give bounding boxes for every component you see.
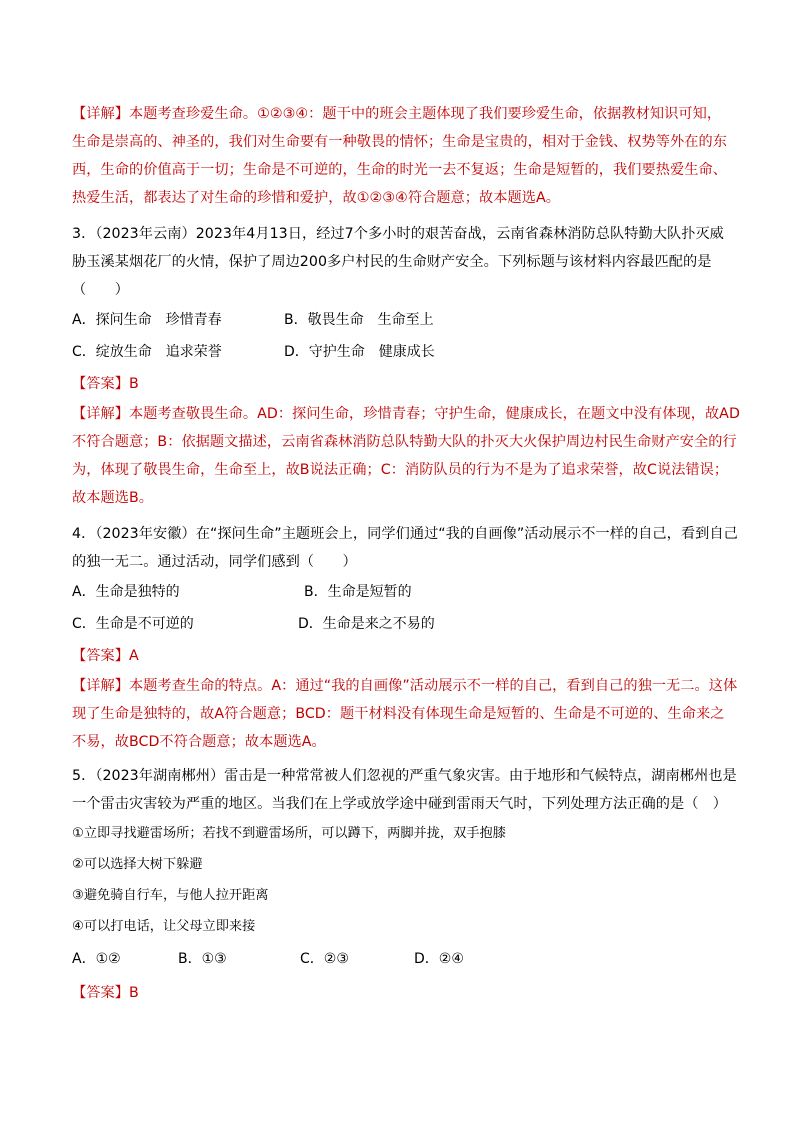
question-3 (72, 220, 740, 512)
q3-detail-line-3: 为，体现了敬畏生命，生命至上，故B说法正确；C：消防队员的行为不是为了追求荣誉，故C说法错误； (72, 462, 729, 478)
q5-option-b[interactable]: B．①③ (178, 951, 227, 967)
q5-item-2: ②可以选择大树下躲避 (72, 857, 203, 872)
q4-option-d[interactable]: D．生命是来之不易的 (298, 616, 435, 632)
q3-answer (72, 368, 724, 400)
q2-detail-line-1: 本题考查珍爱生命。①②③④：题干中的班会主题体现了我们要珍爱生命，依据教材知识可知， (128, 106, 722, 122)
q4-answer (72, 640, 724, 672)
q4-stem-line-2: 的独一无二。通过活动，同学们感到（ ） (72, 554, 357, 570)
q3-options-row-1 (72, 304, 724, 336)
q3-answer-label: 【答案】 (72, 376, 129, 392)
q3-stem-line-3: （ ） (72, 282, 129, 298)
q5-options-row (72, 942, 724, 976)
q3-detail-line-4: 故本题选B。 (72, 490, 153, 506)
q2-detail-line-4: 热爱生活，都表达了对生命的珍惜和爱护，故①②③④符合题意；故本题选A。 (72, 190, 560, 206)
q3-option-c[interactable]: C．绽放生命 追求荣誉 (72, 344, 222, 360)
q4-option-a[interactable]: A．生命是独特的 (72, 584, 180, 600)
q5-answer (72, 976, 724, 1010)
question-5 (72, 762, 737, 1010)
q3-options-row-2 (72, 336, 724, 368)
q4-option-c[interactable]: C．生命是不可逆的 (72, 616, 194, 632)
q3-answer-value: B (128, 376, 139, 392)
q4-options-row-1 (72, 576, 724, 608)
q4-detail-line-2: 现了生命是独特的，故A符合题意；BCD：题干材料没有体现生命是短暂的、生命是不可逆的、生命来之 (72, 706, 725, 722)
q4-detail-line-3: 不易，故BCD不符合题意；故本题选A。 (72, 734, 326, 750)
q5-item-3: ③避免骑自行车，与他人拉开距离 (72, 888, 269, 903)
q3-stem-line-1: 3．（2023年云南）2023年4月13日，经过7个多小时的艰苦奋战，云南省森林消防总队特勤大队扑灭威 (72, 226, 724, 242)
q3-stem-line-2: 胁玉溪某烟花厂的火情，保护了周边200多户村民的生命财产安全。下列标题与该材料内容最匹配的是 (72, 254, 712, 270)
q3-detail-line-1: 本题考查敬畏生命。AD：探问生命，珍惜青春；守护生命，健康成长，在题文中没有体现，故AD (128, 406, 740, 422)
q3-option-b[interactable]: B．敬畏生命 生命至上 (284, 312, 434, 328)
q3-option-a[interactable]: A．探问生命 珍惜青春 (72, 312, 222, 328)
q5-option-a[interactable]: A．①② (72, 951, 121, 967)
q5-stem-line-1: 5．（2023年湖南郴州）雷击是一种常常被人们忽视的严重气象灾害。由于地形和气候特点，湖南郴州也是 (72, 768, 737, 784)
q3-detail-label: 【详解】 (72, 406, 129, 422)
q2-detail-line-3: 西，生命的价值高于一切；生命是不可逆的，生命的时光一去不复返；生命是短暂的，我们要热爱生命、 (72, 162, 727, 178)
question-4 (72, 520, 738, 756)
q4-options-row-2 (72, 608, 724, 640)
q5-option-c[interactable]: C．②③ (300, 951, 349, 967)
q3-option-d[interactable]: D．守护生命 健康成长 (284, 344, 435, 360)
q2-detail-label: 【详解】 (72, 106, 129, 122)
q5-answer-label: 【答案】 (72, 985, 129, 1001)
q4-answer-value: A (128, 648, 139, 664)
q5-item-4: ④可以打电话，让父母立即来接 (72, 919, 256, 934)
q5-answer-value: B (128, 985, 139, 1001)
q2-detail (72, 100, 727, 212)
q4-option-b[interactable]: B．生命是短暂的 (304, 584, 412, 600)
q4-detail-label: 【详解】 (72, 678, 129, 694)
document-page (72, 100, 740, 1010)
q5-stem-line-2: 一个雷击灾害较为严重的地区。当我们在上学或放学途中碰到雷雨天气时，下列处理方法正确的是（ ） (72, 796, 727, 812)
q2-detail-line-2: 生命是崇高的、神圣的，我们对生命要有一种敬畏的情怀；生命是宝贵的，相对于金钱、权势等外在的东 (72, 134, 727, 150)
q4-stem-line-1: 4．（2023年安徽）在“探问生命”主题班会上，同学们通过“我的自画像”活动展示不一样的自己，看到自己 (72, 526, 738, 542)
q3-detail-line-2: 不符合题意；B：依据题文描述，云南省森林消防总队特勤大队的扑灭大火保护周边村民生命财产安全的行 (72, 434, 737, 450)
q4-answer-label: 【答案】 (72, 648, 129, 664)
q5-item-1: ①立即寻找避雷场所；若找不到避雷场所，可以蹲下，两脚并拢，双手抱膝 (72, 826, 506, 841)
q4-detail-line-1: 本题考查生命的特点。A：通过“我的自画像”活动展示不一样的自己，看到自己的独一无二。这体 (128, 678, 738, 694)
q5-option-d[interactable]: D．②④ (414, 951, 464, 967)
